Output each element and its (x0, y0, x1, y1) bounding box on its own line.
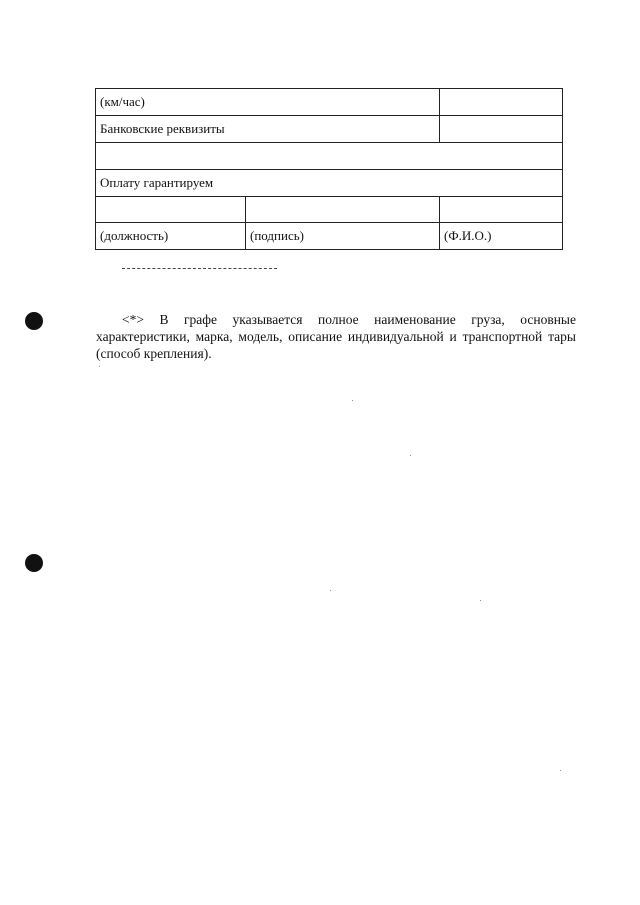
scan-speck (330, 590, 331, 591)
blank-cell (96, 143, 563, 170)
speed-value-cell (440, 89, 563, 116)
position-fill-cell (96, 197, 246, 223)
payment-guarantee-label: Оплату гарантируем (96, 170, 563, 197)
position-caption: (должность) (96, 223, 246, 250)
footnote-separator (122, 268, 277, 269)
signature-caption-row (96, 223, 563, 250)
scan-speck (99, 366, 100, 367)
blank-row (96, 143, 563, 170)
name-caption: (Ф.И.О.) (440, 223, 563, 250)
payment-guarantee-row (96, 170, 563, 197)
scan-speck (480, 600, 481, 601)
carrier-form-table (95, 88, 563, 250)
footnote-text: <*> В графе указывается полное наименование груза, основные характеристики, марка, модель, описание индивидуальной и транспортной тары (способ крепления). (96, 311, 576, 361)
punch-hole (25, 554, 43, 572)
scan-speck (352, 400, 353, 401)
bank-details-value-cell (440, 116, 563, 143)
name-fill-cell (440, 197, 563, 223)
bank-details-label: Банковские реквизиты (96, 116, 440, 143)
signature-fill-row (96, 197, 563, 223)
scan-speck (410, 455, 411, 456)
punch-hole (25, 312, 43, 330)
signature-fill-cell (246, 197, 440, 223)
signature-caption: (подпись) (246, 223, 440, 250)
speed-row (96, 89, 563, 116)
speed-label: (км/час) (96, 89, 440, 116)
bank-details-row (96, 116, 563, 143)
scan-speck (560, 770, 561, 771)
